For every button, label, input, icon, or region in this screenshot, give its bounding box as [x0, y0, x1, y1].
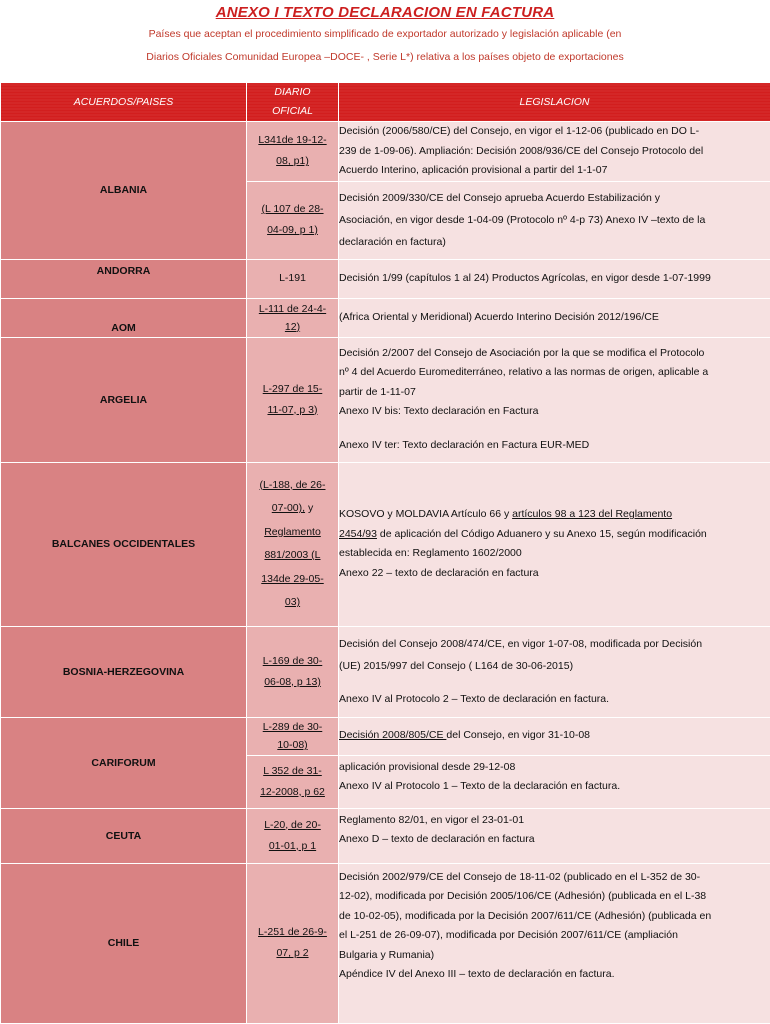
legislacion-cell: Decisión 2/2007 del Consejo de Asociación por la que se modifica el Protocolo nº 4 del Acuerdo Euromediterráneo, relativo a las normas de origen, aplicable a partir de 1-11-07 Anexo IV bis: Texto declaración en Factura Anexo IV ter: Texto declaración en Factura EUR-MED — [339, 337, 770, 462]
legislacion-cell: Decisión 2008/805/CE del Consejo, en vigor 31-10-08 — [339, 717, 770, 755]
legislacion-cell: (Africa Oriental y Meridional) Acuerdo Interino Decisión 2012/196/CE — [339, 298, 770, 337]
legislacion-cell: Decisión 2009/330/CE del Consejo aprueba Acuerdo Estabilización y Asociación, en vigor desde 1-04-09 (Protocolo nº 4-p 73) Anexo IV –texto de la declaración en factura) — [339, 181, 770, 259]
table-row — [1, 122, 770, 182]
table-row — [1, 808, 770, 863]
diario-cell: L-191 — [247, 259, 339, 298]
legislacion-cell: Decisión del Consejo 2008/474/CE, en vigor 1-07-08, modificada por Decisión (UE) 2015/997 del Consejo ( L164 de 30-06-2015) Anexo IV al Protocolo 2 – Texto de declaración en factura. — [339, 626, 770, 717]
table-row — [1, 626, 770, 717]
table-row — [1, 298, 770, 337]
document-title: ANEXO I TEXTO DECLARACION EN FACTURA — [215, 4, 555, 21]
table-row — [1, 462, 770, 626]
country-argelia: ARGELIA — [1, 337, 247, 462]
country-bosnia-herzegovina: BOSNIA-HERZEGOVINA — [1, 626, 247, 717]
header-acuerdos-paises: ACUERDOS/PAISES — [1, 83, 247, 122]
legislacion-cell: KOSOVO y MOLDAVIA Artículo 66 y artículos 98 a 123 del Reglamento 2454/93 de aplicación del Código Aduanero y su Anexo 15, según modificación establecida en: Reglamento 1602/2000 Anexo 22 – texto de declaración en factura — [339, 462, 770, 626]
country-albania: ALBANIA — [1, 122, 247, 260]
countries-table — [0, 82, 770, 1024]
table-row — [1, 259, 770, 298]
legislacion-cell: Decisión 1/99 (capítulos 1 al 24) Productos Agrícolas, en vigor desde 1-07-1999 — [339, 259, 770, 298]
table-row — [1, 717, 770, 755]
diario-cell: L-297 de 15- 11-07, p 3) — [247, 337, 339, 462]
legislacion-cell: Decisión (2006/580/CE) del Consejo, en vigor el 1-12-06 (publicado en DO L- 239 de 1-09-06). Ampliación: Decisión 2008/936/CE del Consejo Protocolo del Acuerdo Interino, aplicación provisional a partir del 1-1-07 — [339, 122, 770, 182]
legislacion-cell: Decisión 2002/979/CE del Consejo de 18-11-02 (publicado en el L-352 de 30- 12-02), modificada por Decisión 2005/106/CE (Adhesión) (publicada en el L-38 de 10-02-05), modificada por la Decisión 2007/611/CE (Adhesión) (publicada en el L-251 de 26-09-07), modificada por Decisión 2007/611/CE (ampliación Bulgaria y Rumania) Apéndice IV del Anexo III – texto de declaración en factura. — [339, 863, 770, 1023]
legislacion-cell: aplicación provisional desde 29-12-08 Anexo IV al Protocolo 1 – Texto de la declaración en factura. — [339, 755, 770, 808]
country-ceuta: CEUTA — [1, 808, 247, 863]
diario-cell: L-251 de 26-9- 07, p 2 — [247, 863, 339, 1023]
country-andorra: ANDORRA — [1, 259, 247, 298]
diario-cell: (L 107 de 28- 04-09, p 1) — [247, 181, 339, 259]
diario-cell: L341de 19-12- 08, p1) — [247, 122, 339, 182]
country-cariforum: CARIFORUM — [1, 717, 247, 808]
country-balcanes-occidentales: BALCANES OCCIDENTALES — [1, 462, 247, 626]
diario-cell: L-111 de 24-4- 12) — [247, 298, 339, 337]
subtitle-line-2: Diarios Oficiales Comunidad Europea –DOCE- , Serie L*) relativa a los países objeto de exportaciones — [146, 51, 624, 63]
header-legislacion: LEGISLACION — [339, 83, 770, 122]
diario-cell: L-289 de 30- 10-08) — [247, 717, 339, 755]
diario-cell: L 352 de 31- 12-2008, p 62 — [247, 755, 339, 808]
table-row — [1, 337, 770, 462]
diario-cell: L-169 de 30- 06-08, p 13) — [247, 626, 339, 717]
subtitle-line-1: Países que aceptan el procedimiento simplificado de exportador autorizado y legislación aplicable (en — [148, 28, 622, 40]
diario-cell: L-20, de 20- 01-01, p 1 — [247, 808, 339, 863]
header-diario-oficial: DIARIO OFICIAL — [247, 83, 339, 122]
legislacion-cell: Reglamento 82/01, en vigor el 23-01-01 Anexo D – texto de declaración en factura — [339, 808, 770, 863]
diario-cell: (L-188, de 26- 07-00), y Reglamento 881/2003 (L 134de 29-05- 03) — [247, 462, 339, 626]
table-header-row — [1, 83, 770, 122]
country-aom: AOM — [1, 298, 247, 337]
country-chile: CHILE — [1, 863, 247, 1023]
table-row — [1, 863, 770, 1023]
